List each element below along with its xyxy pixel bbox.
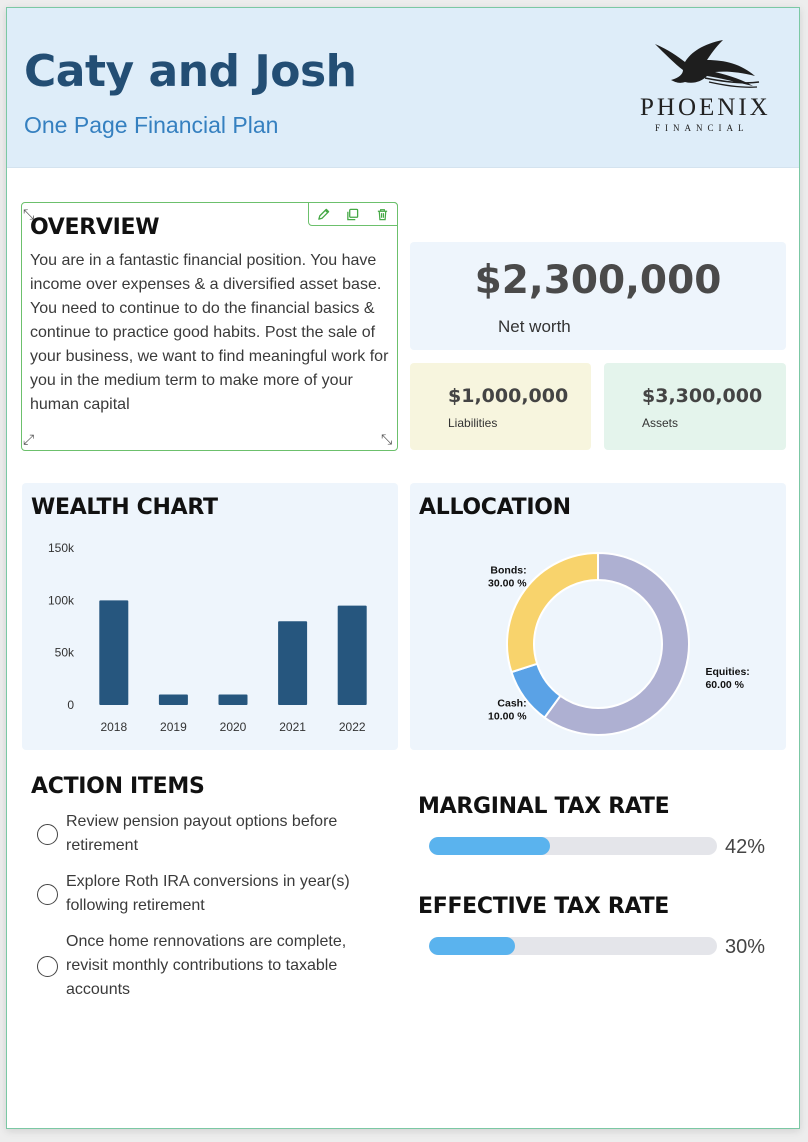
action-item[interactable]: [37, 930, 367, 1002]
marginal-tax-fill: [429, 837, 550, 855]
overview-block[interactable]: [21, 202, 398, 451]
x-tick-label: 2020: [219, 720, 247, 734]
liabilities-label: Liabilities: [448, 416, 498, 430]
y-tick-label: 0: [67, 698, 74, 712]
x-tick-label: 2022: [338, 720, 366, 734]
plan-subtitle: One Page Financial Plan: [24, 112, 279, 138]
allocation-donut-chart: [410, 483, 786, 750]
plan-page: [6, 7, 800, 1129]
bar-2020: [219, 695, 248, 705]
action-item-text: Once home rennovations are complete, revisit monthly contributions to taxable accounts: [66, 933, 347, 998]
liabilities-value: $1,000,000: [448, 385, 569, 407]
liabilities-card: [410, 363, 591, 450]
effective-tax-heading: EFFECTIVE TAX RATE: [418, 894, 670, 919]
pencil-icon[interactable]: [316, 206, 332, 222]
slice-label-name: Bonds:: [490, 564, 527, 577]
slice-label-value: 30.00 %: [488, 577, 527, 590]
action-item[interactable]: [37, 810, 367, 858]
logo-subtitle: FINANCIAL: [655, 123, 749, 133]
net-worth-value: $2,300,000: [474, 258, 722, 303]
trash-icon[interactable]: [374, 206, 390, 222]
resize-handle-top-left-icon[interactable]: ⤡: [23, 206, 35, 222]
bar-2022: [338, 606, 367, 705]
marginal-tax-value: 42%: [725, 836, 766, 858]
marginal-tax-bar: [429, 837, 717, 855]
effective-tax-bar: [429, 937, 717, 955]
assets-value: $3,300,000: [642, 385, 763, 407]
y-tick-label: 150k: [47, 541, 74, 555]
action-item-checkbox[interactable]: [37, 824, 58, 845]
x-tick-label: 2021: [279, 720, 306, 734]
net-worth-label: Net worth: [498, 317, 571, 336]
wealth-chart-panel: [22, 483, 398, 750]
logo-wordmark: PHOENIX: [640, 94, 771, 121]
action-item-checkbox[interactable]: [37, 956, 58, 977]
bar-2018: [99, 600, 128, 705]
resize-handle-bottom-left-icon[interactable]: ⤢: [23, 431, 35, 447]
x-tick-label: 2018: [100, 720, 128, 734]
slice-label-value: 60.00 %: [705, 678, 745, 691]
action-item-checkbox[interactable]: [37, 884, 58, 905]
overview-text[interactable]: You are in a fantastic financial position. You have income over expenses & a diversified asset base. You need to continue to do the financial basics & continue to practice good habits. Post the sale of your business, we want to find meaningful work for you in the medium term to make more of your human capital: [30, 252, 389, 413]
wealth-bar-chart: [22, 483, 398, 750]
action-item-text: Review pension payout options before retirement: [66, 813, 338, 854]
allocation-heading: ALLOCATION: [419, 495, 571, 520]
y-tick-label: 100k: [47, 593, 74, 608]
action-item-text: Explore Roth IRA conversions in year(s) following retirement: [66, 873, 350, 914]
effective-tax-value: 30%: [725, 936, 766, 958]
block-toolbar: [308, 202, 398, 226]
y-tick-label: 50k: [54, 645, 74, 660]
plan-header: [7, 8, 799, 168]
action-item[interactable]: [37, 870, 367, 918]
net-worth-card: [410, 242, 786, 350]
slice-label-name: Cash:: [497, 697, 527, 710]
action-items-heading: ACTION ITEMS: [31, 774, 205, 799]
assets-card: [604, 363, 786, 450]
bar-2019: [159, 695, 188, 705]
phoenix-bird-icon: [635, 38, 775, 90]
copy-icon[interactable]: [345, 206, 361, 222]
marginal-tax-heading: MARGINAL TAX RATE: [418, 794, 670, 819]
x-tick-label: 2019: [160, 720, 187, 734]
wealth-chart-heading: WEALTH CHART: [31, 495, 218, 520]
overview-heading: OVERVIEW: [30, 215, 160, 240]
allocation-panel: [410, 483, 786, 750]
client-title: Caty and Josh: [24, 46, 357, 97]
phoenix-logo: [635, 38, 775, 138]
bar-2021: [278, 621, 307, 705]
effective-tax-fill: [429, 937, 515, 955]
slice-label-value: 10.00 %: [488, 710, 527, 723]
resize-handle-bottom-right-icon[interactable]: ⤡: [381, 431, 393, 447]
assets-label: Assets: [642, 416, 679, 430]
slice-label-name: Equities:: [705, 665, 750, 678]
